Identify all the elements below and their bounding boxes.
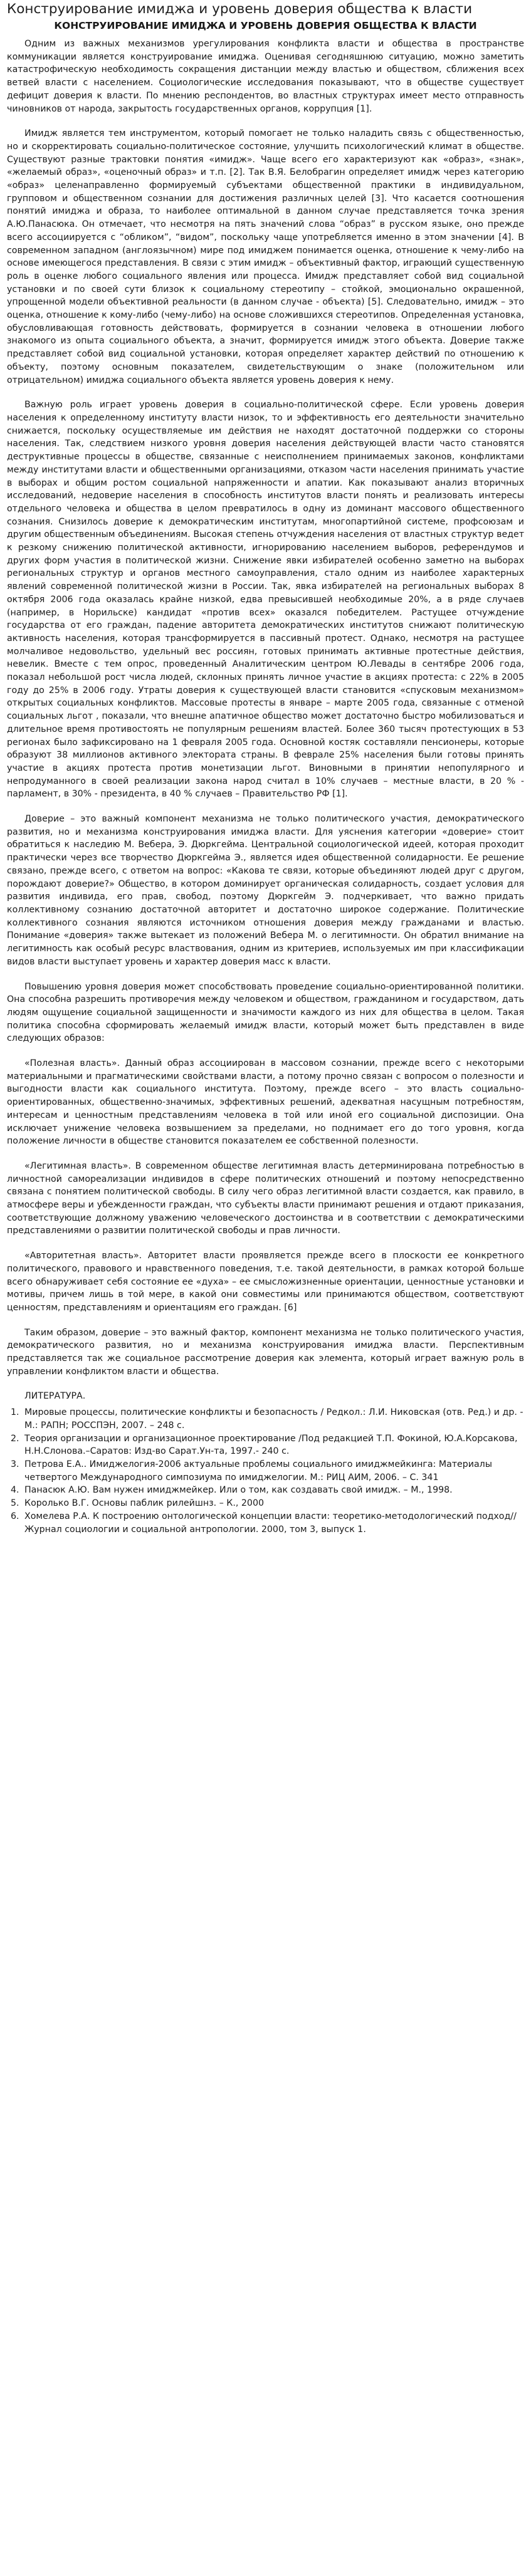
reference-item	[7, 1432, 524, 1458]
paragraph-useful-power: «Полезная власть». Данный образ ассоциирован в массовом сознании, прежде всего с некоторыми материальными и прагматическими свойствами власти, а потому прочно связан с вопросом о полезности и выгодности власти как социального института. Поэтому, прежде всего – это власть социально-ориентированных, общественно-значимых, эффективных решений, адекватная насущным потребностям, интересам и ценностным представлениям человека в той или иной его социальной диспозиции. Она исключает унижение человека возвышением за пределами, но поднимает его до того уровня, когда положение личности в обществе становится показателем ее собственной полезности.	[7, 1058, 524, 1147]
reference-text: Петрова Е.А.. Имиджелогия-2006 актуальные проблемы социального имиджмейкинга: Материалы четвертого Международного симпозиума по имиджелогии. М.: РИЦ АИМ, 2006. – С. 341	[24, 1459, 492, 1483]
reference-item	[7, 1497, 524, 1510]
paragraph-legitimate-power: «Легитимная власть». В современном обществе легитимная власть детерминирована потребностью в личностной самореализации индивидов в сфере политических отношений и поэтому непосредственно связана с понятием политической свободы. В силу чего образ легитимной власти создается, как правило, в атмосфере веры и убежденности граждан, что субъекты власти принимают решения и отдают приказания, соответствующие должному уважению человеческого достоинства и в соответствии с демократическими представлениями о развитии политической свободы и прав личности.	[7, 1160, 524, 1236]
reference-text: Теория организации и организационное проектирование /Под редакцией Т.П. Фокиной, Ю.А.Корсакова, Н.Н.Слонова.–Саратов: Изд-во Сарат.Ун-та, 1997.- 240 с.	[24, 1433, 518, 1457]
reference-number: 6.	[11, 1511, 19, 1521]
paragraph-trust-role: Важную роль играет уровень доверия в социально-политической сфере. Если уровень доверия населения к определенному институту власти низок, то и эффективность его деятельности значительно снижается, поскольку осуществляемые им действия не находят достаточной поддержки со стороны населения. Так, следствием низкого уровня доверия населения действующей власти часто становятся деструктивные процессы в обществе, связанные с неисполнением принимаемых законов, конфликтами между институтами власти и общественными организациями, отказом части населения принимать участие в выборах и общим ростом социальной напряженности и апатии. Как показывают анализ вторичных исследований, недоверие населения в способность институтов власти понять и реализовать интересы отдельного человека и общества в целом превратилось в одну из доминант массового общественного сознания. Снизилось доверие к демократическим институтам, многопартийной системе, профсоюзам и другим общественным объединениям. Высокая степень отчуждения населения от властных структур ведет к резкому снижению политической активности, игнорированию населением выборов, референдумов и других форм участия в политической жизни. Снижение явки избирателей особенно заметно на выборах региональных структур и органов местного самоуправления, стало одним из наиболее характерных явлений современной политической жизни в России. Так, явка избирателей на региональных выборах 8 октября 2006 года оказалась крайне низкой, едва превысившей необходимые 20%, а в ряде случаев (например, в Норильске) кандидат «против всех» оказался победителем. Растущее отчуждение государства от его граждан, падение авторитета демократических институтов снижают политическую активность населения, которая трансформируется в пассивный протест. Однако, несмотря на растущее молчаливое недовольство, удельный вес россиян, готовых принимать активные протестные действия, невелик. Вместе с тем опрос, проведенный Аналитическим центром Ю.Левады в сентябре 2006 года, показал небольшой рост числа людей, склонных принять личное участие в акциях протеста: с 22% в 2005 году до 25% в 2006 году. Утраты доверия к существующей власти становится «спусковым механизмом» открытых социальных конфликтов. Массовые протесты в январе – марте 2005 года, связанные с отменой социальных льгот , показали, что внешне апатичное общество может достаточно быстро мобилизоваться и длительное время противостоять не популярным решениям властей. Более 360 тысяч протестующих в 53 регионах было зафиксировано на 1 февраля 2005 года. Основной костяк составляли пенсионеры, которые образуют 38 миллионов активного электората страны. В феврале 25% населения были готовы принять участие в акциях протеста против монетизации льгот. Виновными в принятии непопулярного и непродуманного в своей реализации закона народ считал в 10% случаев – местные власти, в 20 % - парламент, в 30% - президента, в 40 % случаев – Правительство РФ [1].	[7, 400, 524, 800]
reference-item	[7, 1510, 524, 1536]
paragraph-trust-component: Доверие – это важный компонент механизма не только политического участия, демократического развития, но и механизма конструирования имиджа власти. Для уяснения категории «доверие» стоит обратиться к наследию М. Вебера, Э. Дюркгейма. Центральной социологической идеей, которая проходит практически через все творчество Дюркгейма Э., является идея общественной солидарности. Ее решение связано, прежде всего, с ответом на вопрос: «Какова те связи, которые объединяют людей друг с другом, порождают доверие?» Общество, в котором доминирует органическая солидарность, создает условия для развития индивида, его прав, свобод, поэтому Дюркгейм Э. подчеркивает, что важно придать коллективному сознанию достаточной авторитет и достаточно широкое содержание. Политические коллективного сознания являются источником отношения доверия между гражданами и властью. Понимание «доверия» также вытекает из положений Вебера М. о легитимности. Он обратил внимание на легитимность как особый ресурс властвования, одним из критериев, используемых им при классификации видов власти выступает уровень и характер доверия масс к власти.	[7, 814, 524, 967]
paragraph-image-definition: Имидж является тем инструментом, который помогает не только наладить связь с общественностью, но и скорректировать социально-политическое состояние, улучшить психологический климат в обществе. Существуют разные трактовки понятия «имидж». Чаще всего его характеризуют как «образ», «знак», «желаемый образ», «оценочный образ» и т.п. [2]. Так В.Я. Белобрагин определяет имидж через категорию «образ» целенаправленно формируемый субъектами общественной практики в индивидуальном, групповом и общественном сознании для достижения различных целей [3]. Что касается соотношения понятий имиджа и образа, то наиболее оптимальной в данном случае представляется точка зрения А.Ю.Панасюка. Он отмечает, что несмотря на пять значений слова “образ” в русском языке, оно прежде всего ассоциируется с “обликом”, “видом”, поскольку чаще употребляется именно в этом значении [4]. В современном западном (англоязычном) мире под имиджем понимается оценка, отношение к чему-либо на основе имеющегося представления. В связи с этим имидж – объективный фактор, играющий существенную роль в оценке любого социального явления или процесса. Имидж представляет собой вид социальной установки и по своей сути близок к социальному стереотипу – стойкой, эмоционально окрашенной, упрощенной модели объективной реальности (в данном случае - объекта) [5]. Следовательно, имидж – это оценка, отношение к кому-либо (чему-либо) на основе сложившихся стереотипов. Определенная установка, обусловливающая готовность действовать, формируется в сознании человека в отношении любого знакомого из опыта социального объекта, а значит, формируется имидж этого объекта. Доверие также представляет собой вид социальной установки, которая определяет характер действий по отношению к объекту, поэтому основным показателем, свидетельствующим о знаке (положительном или отрицательном) имиджа социального объекта является уровень доверия к нему.	[7, 128, 524, 385]
reference-number: 5.	[11, 1498, 19, 1509]
paragraph-conclusion: Таким образом, доверие – это важный фактор, компонент механизма не только политического участия, демократического развития, но и механизма конструирования имиджа власти. Перспективным представляется так же социальное рассмотрение доверия как элемента, который играет важную роль в управлении конфликтом власти и общества.	[7, 1327, 524, 1377]
references-heading: ЛИТЕРАТУРА.	[24, 1390, 86, 1401]
reference-text: Панасюк А.Ю. Вам нужен имиджмейкер. Или о том, как создавать свой имидж. – М., 1998.	[24, 1485, 453, 1496]
reference-item	[7, 1458, 524, 1484]
document-title: Конструирование имиджа и уровень доверия общества к власти	[7, 1, 473, 17]
reference-text: Мировые процессы, политические конфликты и безопасность / Редкол.: Л.И. Никовская (отв. Ред.) и др. - М.: РАПН; РОССПЭН, 2007. – 248 с.	[24, 1407, 523, 1431]
reference-text: Королько В.Г. Основы паблик рилейшнз. – К., 2000	[24, 1498, 265, 1509]
references-list	[7, 1406, 524, 1536]
reference-item	[7, 1484, 524, 1497]
paragraph-social-policy: Повышению уровня доверия может способствовать проведение социально-ориентированной политики. Она способна разрешить противоречия между человеком и обществом, гражданином и государством, дать людям ощущение социальной защищенности и значимости каждого из них для общества в целом. Такая политика способна сформировать желаемый имидж власти, который может быть представлен в виде следующих образов:	[7, 981, 524, 1044]
reference-number: 1.	[11, 1407, 19, 1418]
reference-text: Хомелева Р.А. К построению онтологической концепции власти: теоретико-методологический подход// Журнал социологии и социальной антропологии. 2000, том 3, выпуск 1.	[24, 1511, 517, 1535]
paragraph-intro: Одним из важных механизмов урегулирования конфликта власти и общества в пространстве коммуникации является конструирование имиджа. Оценивая сегодняшнюю ситуацию, можно заметить катастрофическую необходимость сокращения дистанции между властью и обществом, сближения всех ветвей власти с населением. Социологические исследования показывают, что в обществе существует дефицит доверия к власти. По мнению респондентов, во властных структурах имеет место отправность чиновников от народа, закрытость государственных органов, коррупция [1].	[7, 39, 524, 114]
paragraph-authoritative-power: «Авторитетная власть». Авторитет власти проявляется прежде всего в плоскости ее конкретного политического, правового и нравственного поведения, т.е. такой деятельности, в рамках которой больше всего обнаруживает себя состояние ее «духа» – ее смысложизненные ориентации, ценностные установки и мотивы, причем лишь в той мере, в какой они совместимы или принимаются обществом, соответствуют ценностям, представлениям и ориентациям его граждан. [6]	[7, 1251, 524, 1313]
article-heading: КОНСТРУИРОВАНИЕ ИМИДЖА И УРОВЕНЬ ДОВЕРИЯ ОБЩЕСТВА К ВЛАСТИ	[54, 20, 477, 31]
reference-number: 4.	[11, 1485, 19, 1496]
reference-number: 3.	[11, 1459, 19, 1470]
reference-number: 2.	[11, 1433, 19, 1444]
reference-item	[7, 1406, 524, 1432]
